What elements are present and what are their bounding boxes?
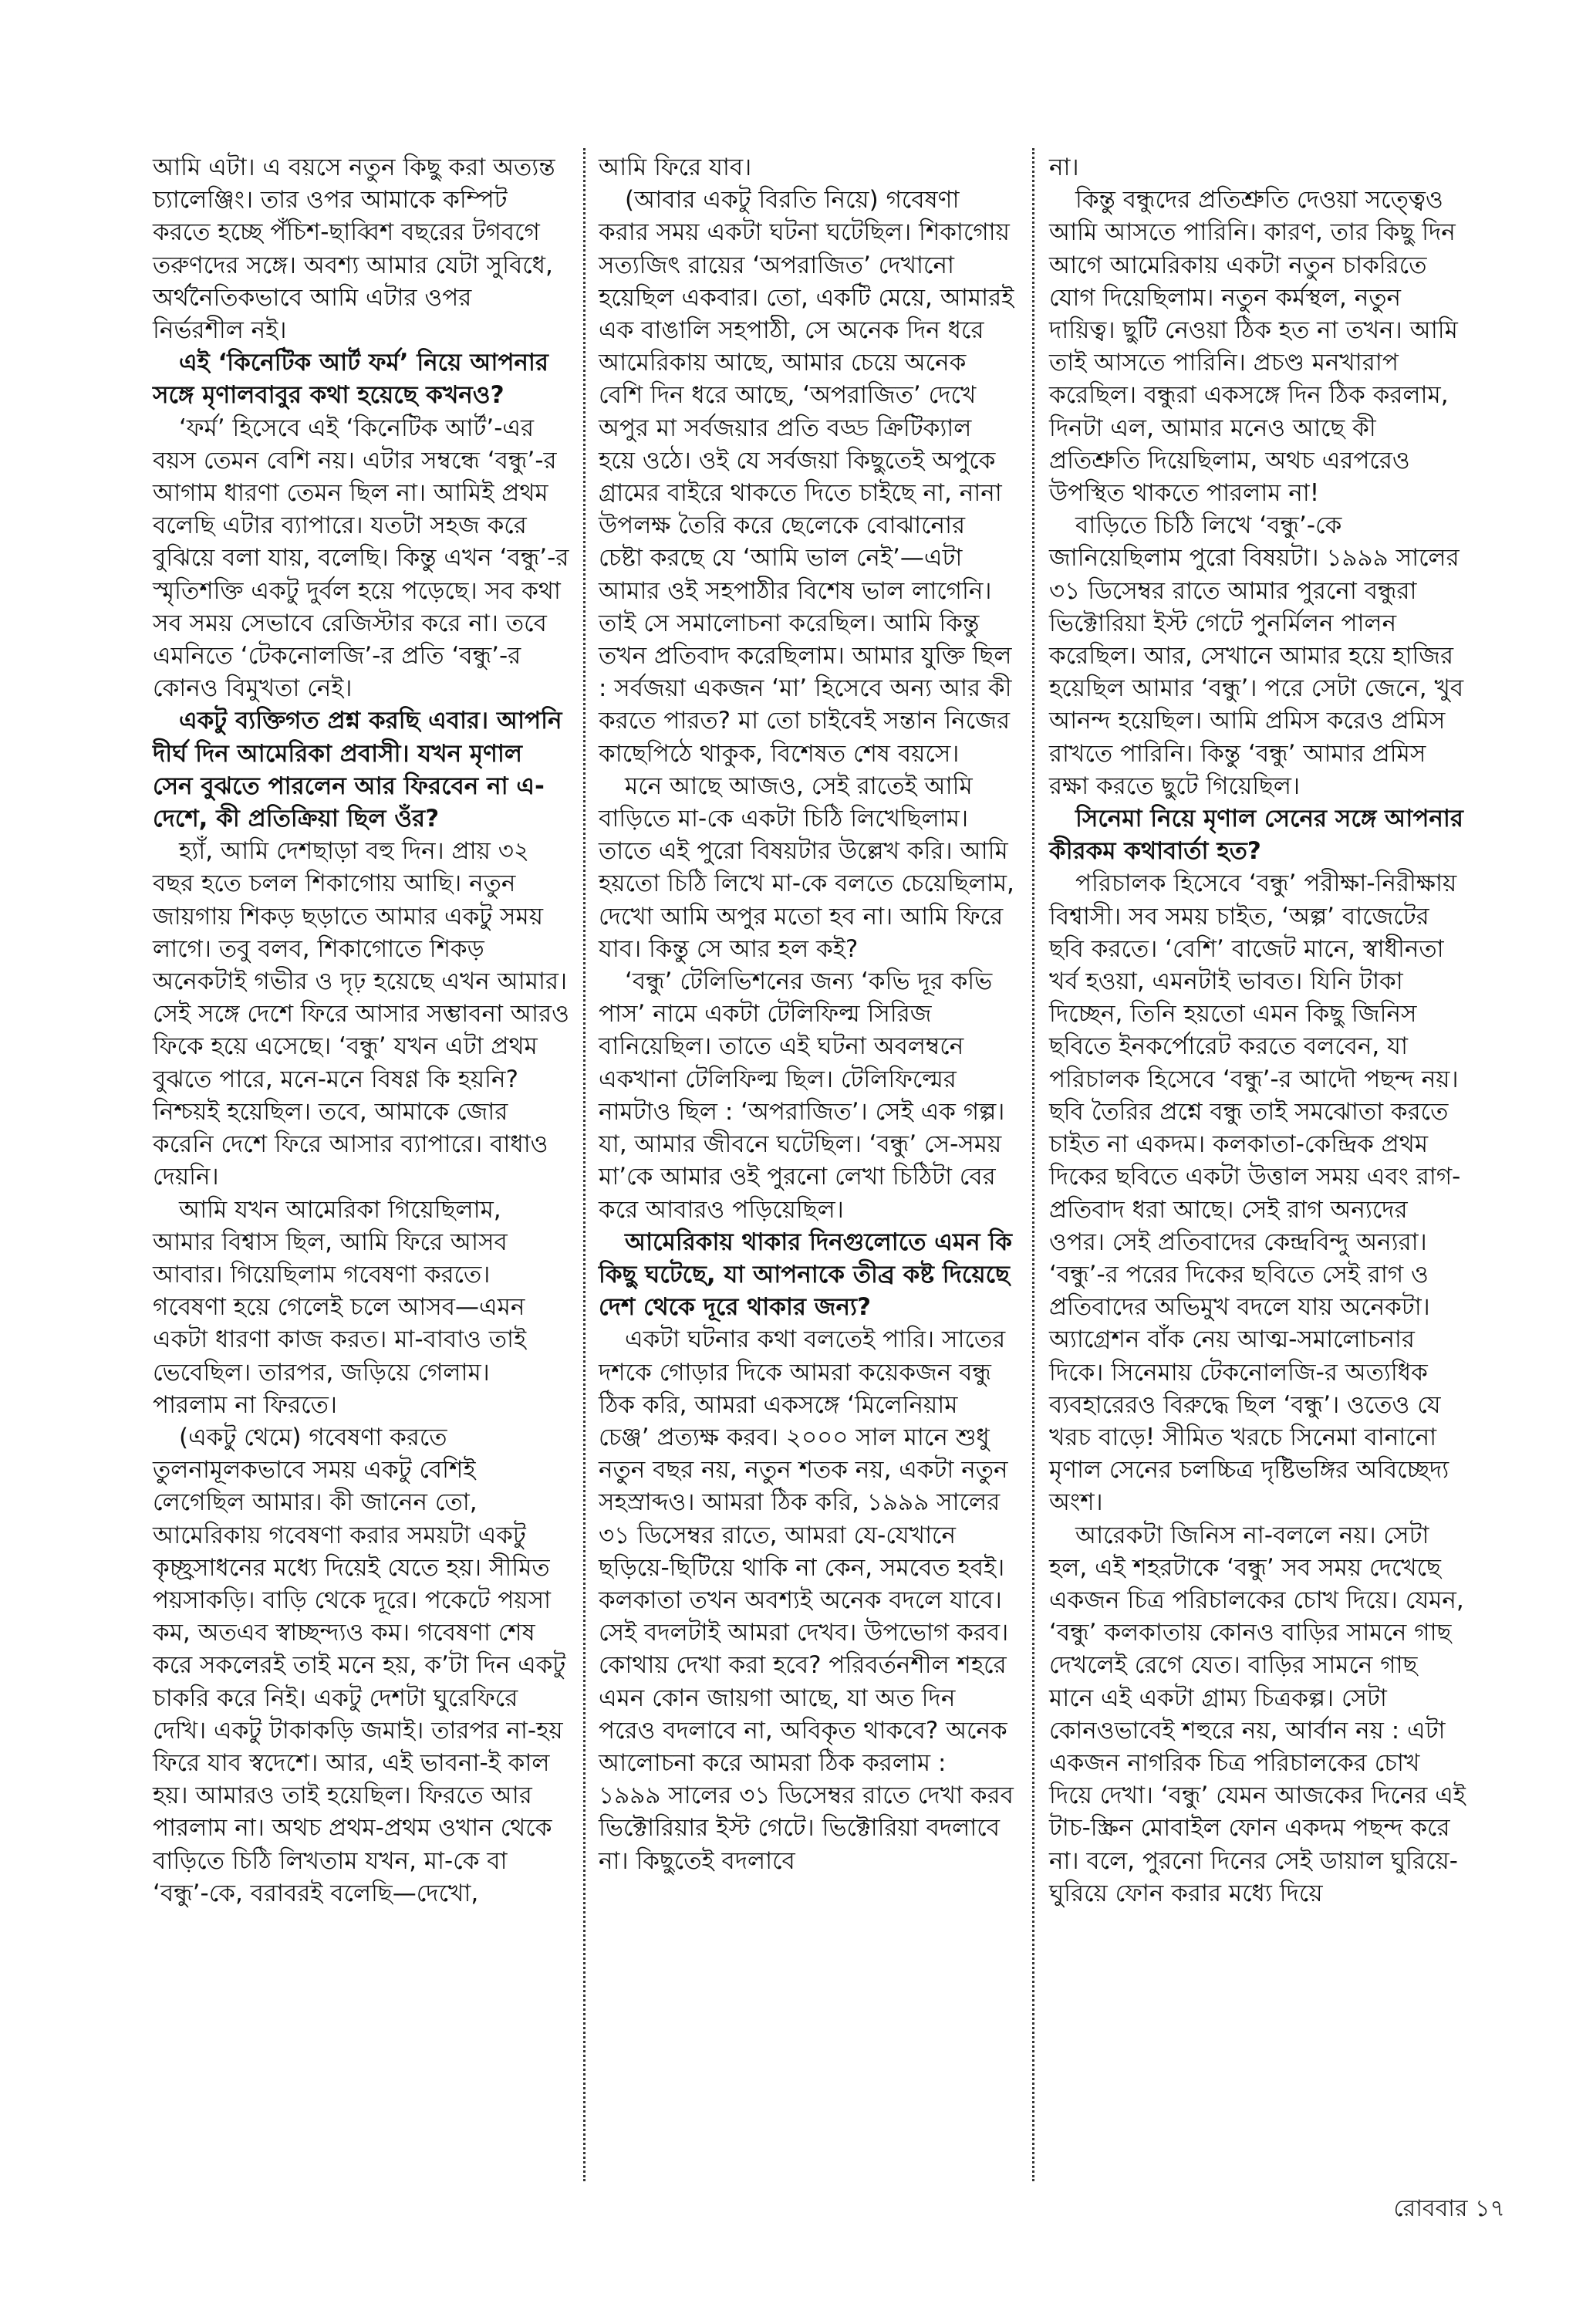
answer-paragraph: আমি ফিরে যাব। — [599, 154, 752, 181]
question-paragraph: সিনেমা নিয়ে মৃণাল সেনের সঙ্গে আপনার কীরকম কথাবার্তা হত? — [1049, 805, 1463, 866]
answer-paragraph: মনে আছে আজও, সেই রাতেই আমি বাড়িতে মা-কে একটা চিঠি লিখেছিলাম। তাতে এই পুরো বিষয়টার উল্লেখ করি। আমি হয়তো চিঠি লিখে মা-কে বলতে চেয়েছিলাম, দেখো আমি অপুর মতো হব না। আমি ফিরে যাব। কিন্তু সে আর হল কই? — [599, 772, 1014, 963]
answer-paragraph: (আবার একটু বিরতি নিয়ে) গবেষণা করার সময় একটা ঘটনা ঘটেছিল। শিকাগোয় সত্যজিৎ রায়ের ‘অপরাজিত’ দেখানো হয়েছিল একবার। তো, একটি মেয়ে, আমারই এক বাঙালি সহপাঠী, সে অনেক দিন ধরে আমেরিকায় আছে, আমার চেয়ে অনেক বেশি দিন ধরে আছে, ‘অপরাজিত’ দেখে অপুর মা সর্বজয়ার প্রতি বড্ড ক্রিটিক্যাল হয়ে ওঠে। ওই যে সর্বজয়া কিছুতেই অপুকে গ্রামের বাইরে থাকতে দিতে চাইছে না, নানা উপলক্ষ তৈরি করে ছেলেকে বোঝানোর চেষ্টা করছে যে ‘আমি ভাল নেই’—এটা আমার ওই সহপাঠীর বিশেষ ভাল লাগেনি। তাই সে সমালোচনা করেছিল। আমি কিন্তু তখন প্রতিবাদ করেছিলাম। আমার যুক্তি ছিল : সর্বজয়া একজন ‘মা’ হিসেবে অন্য আর কী করতে পারত? মা তো চাইবেই সন্তান নিজের কাছেপিঠে থাকুক, বিশেষত শেষ বয়সে। — [599, 186, 1014, 768]
column-3 — [1049, 151, 1466, 1910]
question-paragraph: একটু ব্যক্তিগত প্রশ্ন করছি এবার। আপনি দীর্ঘ দিন আমেরিকা প্রবাসী। যখন মৃণাল সেন বুঝতে পারলেন আর ফিরবেন না এ-দেশে, কী প্রতিক্রিয়া ছিল ওঁর? — [153, 707, 562, 833]
answer-paragraph: না। — [1049, 154, 1079, 181]
answer-paragraph: ‘বন্ধু’ টেলিভিশনের জন্য ‘কভি দূর কভি পাস’ নামে একটা টেলিফিল্ম সিরিজ বানিয়েছিল। তাতে এই ঘটনা অবলম্বনে একখানা টেলিফিল্ম ছিল। টেলিফিল্মের নামটাও ছিল : ‘অপরাজিত’। সেই এক গল্প। যা, আমার জীবনে ঘটেছিল। ‘বন্ধু’ সে-সময় মা’কে আমার ওই পুরনো লেখা চিঠিটা বের করে আবারও পড়িয়েছিল। — [599, 968, 1005, 1224]
answer-paragraph: হ্যাঁ, আমি দেশছাড়া বহু দিন। প্রায় ৩২ বছর হতে চলল শিকাগোয় আছি। নতুন জায়গায় শিকড় ছড়াতে আমার একটু সময় লাগে। তবু বলব, শিকাগোতে শিকড় অনেকটাই গভীর ও দৃঢ় হয়েছে এখন আমার। সেই সঙ্গে দেশে ফিরে আসার সম্ভাবনা আরও ফিকে হয়ে এসেছে। ‘বন্ধু’ যখন এটা প্রথম বুঝতে পারে, মনে-মনে বিষণ্ণ কি হয়নি? নিশ্চয়ই হয়েছিল। তবে, আমাকে জোর করেনি দেশে ফিরে আসার ব্যাপারে। বাধাও দেয়নি। — [153, 837, 569, 1191]
column-divider — [1032, 148, 1034, 2181]
answer-paragraph: কিন্তু বন্ধুদের প্রতিশ্রুতি দেওয়া সত্ত্বেও আমি আসতে পারিনি। কারণ, তার কিছু দিন আগে আমেরিকায় একটা নতুন চাকরিতে যোগ দিয়েছিলাম। নতুন কর্মস্থল, নতুন দায়িত্ব। ছুটি নেওয়া ঠিক হত না তখন। আমি তাই আসতে পারিনি। প্রচণ্ড মনখারাপ করেছিল। বন্ধুরা একসঙ্গে দিন ঠিক করলাম, দিনটা এল, আমার মনেও আছে কী প্রতিশ্রুতি দিয়েছিলাম, অথচ এরপরেও উপস্থিত থাকতে পারলাম না! — [1049, 186, 1458, 508]
question-paragraph: এই ‘কিনেটিক আর্ট ফর্ম’ নিয়ে আপনার সঙ্গে মৃণালবাবুর কথা হয়েছে কখনও? — [153, 349, 548, 410]
answer-paragraph: আমি যখন আমেরিকা গিয়েছিলাম, আমার বিশ্বাস ছিল, আমি ফিরে আসব আবার। গিয়েছিলাম গবেষণা করতে। গবেষণা হয়ে গেলেই চলে আসব—এমন একটা ধারণা কাজ করত। মা-বাবাও তাই ভেবেছিল। তারপর, জড়িয়ে গেলাম। পারলাম না ফিরতে। — [153, 1195, 527, 1419]
column-divider — [583, 148, 586, 2181]
question-paragraph: আমেরিকায় থাকার দিনগুলোতে এমন কি কিছু ঘটেছে, যা আপনাকে তীব্র কষ্ট দিয়েছে দেশ থেকে দূরে থাকার জন্য? — [599, 1228, 1012, 1322]
column-1 — [153, 151, 569, 1910]
answer-paragraph: একটা ঘটনার কথা বলতেই পারি। সাতের দশকে গোড়ার দিকে আমরা কয়েকজন বন্ধু ঠিক করি, আমরা একসঙ্গে ‘মিলেনিয়াম চেঞ্জ’ প্রত্যক্ষ করব। ২০০০ সাল মানে শুধু নতুন বছর নয়, নতুন শতক নয়, একটা নতুন সহস্রাব্দও। আমরা ঠিক করি, ১৯৯৯ সালের ৩১ ডিসেম্বর রাতে, আমরা যে-যেখানে ছড়িয়ে-ছিটিয়ে থাকি না কেন, সমবেত হবই। কলকাতা তখন অবশ্যই অনেক বদলে যাবে। সেই বদলটাই আমরা দেখব। উপভোগ করব। কোথায় দেখা করা হবে? পরিবর্তনশীল শহরে এমন কোন জায়গা আছে, যা অত দিন পরেও বদলাবে না, অবিকৃত থাকবে? অনেক আলোচনা করে আমরা ঠিক করলাম : ১৯৯৯ সালের ৩১ ডিসেম্বর রাতে দেখা করব ভিক্টোরিয়ার ইস্ট গেটে। ভিক্টোরিয়া বদলাবে না। কিছুতেই বদলাবে — [599, 1326, 1014, 1875]
column-2 — [599, 151, 1015, 1877]
answer-paragraph: পরিচালক হিসেবে ‘বন্ধু’ পরীক্ষা-নিরীক্ষায় বিশ্বাসী। সব সময় চাইত, ‘অল্প’ বাজেটের ছবি করতে। ‘বেশি’ বাজেট মানে, স্বাধীনতা খর্ব হওয়া, এমনটাই ভাবত। যিনি টাকা দিচ্ছেন, তিনি হয়তো এমন কিছু জিনিস ছবিতে ইনকর্পোরেট করতে বলবেন, যা পরিচালক হিসেবে ‘বন্ধু’-র আদৌ পছন্দ নয়। ছবি তৈরির প্রশ্নে বন্ধু তাই সমঝোতা করতে চাইত না একদম। কলকাতা-কেন্দ্রিক প্রথম দিকের ছবিতে একটা উত্তাল সময় এবং রাগ-প্রতিবাদ ধরা আছে। সেই রাগ অন্যদের ওপর। সেই প্রতিবাদের কেন্দ্রবিন্দু অন্যরা। ‘বন্ধু’-র পরের দিকের ছবিতে সেই রাগ ও প্রতিবাদের অভিমুখ বদলে যায় অনেকটা। অ্যাগ্রেশন বাঁক নেয় আত্ম-সমালোচনার দিকে। সিনেমায় টেকনোলজি-র অত্যধিক ব্যবহারেরও বিরুদ্ধে ছিল ‘বন্ধু’। ওতেও যে খরচ বাড়ে! সীমিত খরচে সিনেমা বানানো মৃণাল সেনের চলচ্চিত্র দৃষ্টিভঙ্গির অবিচ্ছেদ্য অংশ। — [1049, 870, 1461, 1517]
answer-paragraph: আমি এটা। এ বয়সে নতুন কিছু করা অত্যন্ত চ্যালেঞ্জিং। তার ওপর আমাকে কম্পিট করতে হচ্ছে পঁচিশ-ছাব্বিশ বছরের টগবগে তরুণদের সঙ্গে। অবশ্য আমার যেটা সুবিধে, অর্থনৈতিকভাবে আমি এটার ওপর নির্ভরশীল নই। — [153, 154, 555, 345]
answer-paragraph: আরেকটা জিনিস না-বললে নয়। সেটা হল, এই শহরটাকে ‘বন্ধু’ সব সময় দেখেছে একজন চিত্র পরিচালকের চোখ দিয়ে। যেমন, ‘বন্ধু’ কলকাতায় কোনও বাড়ির সামনে গাছ দেখলেই রেগে যেত। বাড়ির সামনে গাছ মানে এই একটা গ্রাম্য চিত্রকল্প। সেটা কোনওভাবেই শহুরে নয়, আর্বান নয় : এটা একজন নাগরিক চিত্র পরিচালকের চোখ দিয়ে দেখা। ‘বন্ধু’ যেমন আজকের দিনের এই টাচ-স্ক্রিন মোবাইল ফোন একদম পছন্দ করে না। বলে, পুরনো দিনের সেই ডায়াল ঘুরিয়ে-ঘুরিয়ে ফোন করার মধ্যে দিয়ে — [1049, 1521, 1466, 1907]
answer-paragraph: বাড়িতে চিঠি লিখে ‘বন্ধু’-কে জানিয়েছিলাম পুরো বিষয়টা। ১৯৯৯ সালের ৩১ ডিসেম্বর রাতে আমার পুরনো বন্ধুরা ভিক্টোরিয়া ইস্ট গেটে পুনর্মিলন পালন করেছিল। আর, সেখানে আমার হয়ে হাজির হয়েছিল আমার ‘বন্ধু’। পরে সেটা জেনে, খুব আনন্দ হয়েছিল। আমি প্রমিস করেও প্রমিস রাখতে পারিনি। কিন্তু ‘বন্ধু’ আমার প্রমিস রক্ষা করতে ছুটে গিয়েছিল। — [1049, 512, 1464, 800]
answer-paragraph: ‘ফর্ম’ হিসেবে এই ‘কিনেটিক আর্ট’-এর বয়স তেমন বেশি নয়। এটার সম্বন্ধে ‘বন্ধু’-র আগাম ধারণা তেমন ছিল না। আমিই প্রথম বলেছি এটার ব্যাপারে। যতটা সহজ করে বুঝিয়ে বলা যায়, বলেছি। কিন্তু এখন ‘বন্ধু’-র স্মৃতিশক্তি একটু দুর্বল হয়ে পড়েছে। সব কথা সব সময় সেভাবে রেজিস্টার করে না। তবে এমনিতে ‘টেকনোলজি’-র প্রতি ‘বন্ধু’-র কোনও বিমুখতা নেই। — [153, 414, 569, 703]
answer-paragraph: (একটু থেমে) গবেষণা করতে তুলনামূলকভাবে সময় একটু বেশিই লেগেছিল আমার। কী জানেন তো, আমেরিকায় গবেষণা করার সময়টা একটু কৃচ্ছ্রসাধনের মধ্যে দিয়েই যেতে হয়। সীমিত পয়সাকড়ি। বাড়ি থেকে দূরে। পকেটে পয়সা কম, অতএব স্বাচ্ছন্দ্যও কম। গবেষণা শেষ করে সকলেরই তাই মনে হয়, ক’টা দিন একটু চাকরি করে নিই। একটু দেশটা ঘুরেফিরে দেখি। একটু টাকাকড়ি জমাই। তারপর না-হয় ফিরে যাব স্বদেশে। আর, এই ভাবনা-ই কাল হয়। আমারও তাই হয়েছিল। ফিরতে আর পারলাম না। অথচ প্রথম-প্রথম ওখান থেকে বাড়িতে চিঠি লিখতাম যখন, মা-কে বা ‘বন্ধু’-কে, বরাবরই বলেছি—দেখো, — [153, 1423, 566, 1907]
page-footer: রোববার ১৭ — [1393, 2195, 1505, 2222]
